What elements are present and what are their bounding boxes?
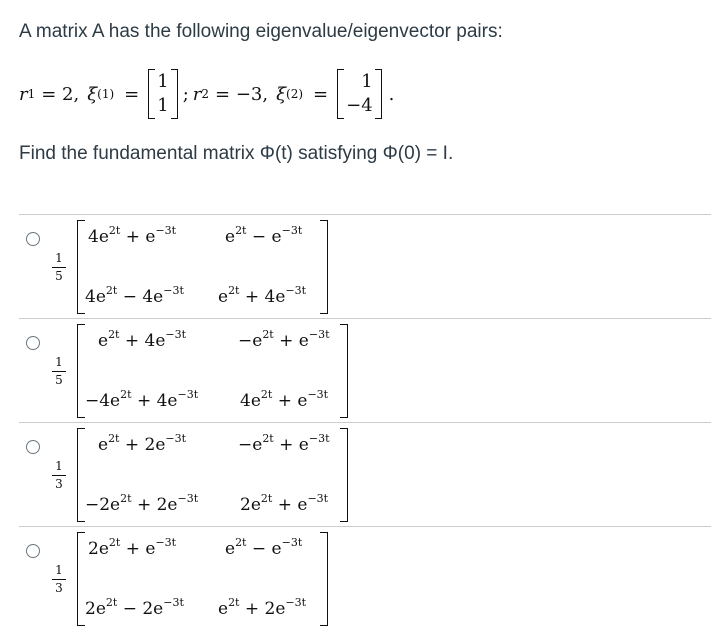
matrix-right-bracket <box>320 220 328 314</box>
r1-value: = 2, <box>41 83 80 105</box>
matrix-cell-21: $-2e^{2t} + 2e^{-3t}$ <box>85 492 199 515</box>
pairs-period: . <box>388 83 395 105</box>
radio-button[interactable] <box>26 544 40 558</box>
matrix-left-bracket <box>77 428 85 522</box>
answer-option-d[interactable] <box>0 526 722 630</box>
answer-option-a[interactable] <box>0 214 722 318</box>
matrix-right-bracket <box>340 324 348 418</box>
matrix-left-bracket <box>77 220 85 314</box>
r2-symbol: r <box>192 83 202 105</box>
matrix-cell-12: $-e^{2t} + e^{-3t}$ <box>238 328 330 351</box>
question-intro: A matrix A has the following eigenvalue/eigenvector pairs: <box>19 21 503 42</box>
xi2-symbol: ξ <box>276 83 287 105</box>
answer-option-b[interactable] <box>0 318 722 422</box>
matrix-left-bracket <box>77 532 85 626</box>
matrix-cell-11: $e^{2t} + 4e^{-3t}$ <box>98 328 187 351</box>
matrix-cell-21: $4e^{2t} - 4e^{-3t}$ <box>85 284 184 307</box>
question-prompt: Find the fundamental matrix Φ(t) satisfying Φ(0) = I. <box>19 143 454 164</box>
answer-option-c[interactable] <box>0 422 722 526</box>
matrix-cell-21: $-4e^{2t} + 4e^{-3t}$ <box>85 388 199 411</box>
xi1-entry-1: 1 <box>157 71 169 92</box>
matrix-cell-12: $e^{2t} - e^{-3t}$ <box>225 224 303 247</box>
radio-button[interactable] <box>26 440 40 454</box>
pair-separator: ; <box>182 83 189 105</box>
matrix-cell-11: $e^{2t} + 2e^{-3t}$ <box>98 432 187 455</box>
xi2-vector <box>337 69 382 119</box>
matrix-cell-22: $4e^{2t} + e^{-3t}$ <box>240 388 329 411</box>
scalar-factor: 1 3 <box>52 460 66 491</box>
xi1-symbol: ξ <box>87 83 98 105</box>
matrix-cell-22: $e^{2t} + 4e^{-3t}$ <box>218 284 307 307</box>
r1-symbol: r <box>19 83 28 105</box>
matrix-left-bracket <box>77 324 85 418</box>
matrix-cell-12: $e^{2t} - e^{-3t}$ <box>225 536 303 559</box>
xi2-entry-2: −4 <box>346 95 373 116</box>
xi1-entry-2: 1 <box>157 95 169 116</box>
eigen-pairs: r 1 = 2, ξ (1) = 1 1 ; r 2 = −3, ξ (2) = 1 −4 . <box>19 62 394 126</box>
scalar-factor: 1 5 <box>52 356 66 387</box>
xi1-vector <box>148 69 177 119</box>
matrix-cell-11: $4e^{2t} + e^{-3t}$ <box>88 224 177 247</box>
radio-button[interactable] <box>26 232 40 246</box>
matrix-right-bracket <box>320 532 328 626</box>
matrix-cell-22: $e^{2t} + 2e^{-3t}$ <box>218 596 307 619</box>
matrix-cell-11: $2e^{2t} + e^{-3t}$ <box>88 536 177 559</box>
radio-button[interactable] <box>26 336 40 350</box>
matrix-cell-21: $2e^{2t} - 2e^{-3t}$ <box>85 596 184 619</box>
matrix-cell-22: $2e^{2t} + e^{-3t}$ <box>240 492 329 515</box>
r2-subscript: 2 <box>201 87 210 101</box>
r2-value: = −3, <box>215 83 269 105</box>
scalar-factor: 1 3 <box>52 564 66 595</box>
xi2-entry-1: 1 <box>361 71 373 92</box>
matrix-right-bracket <box>340 428 348 522</box>
scalar-factor: 1 5 <box>52 252 66 283</box>
r1-subscript: 1 <box>27 87 36 101</box>
matrix-cell-12: $-e^{2t} + e^{-3t}$ <box>238 432 330 455</box>
